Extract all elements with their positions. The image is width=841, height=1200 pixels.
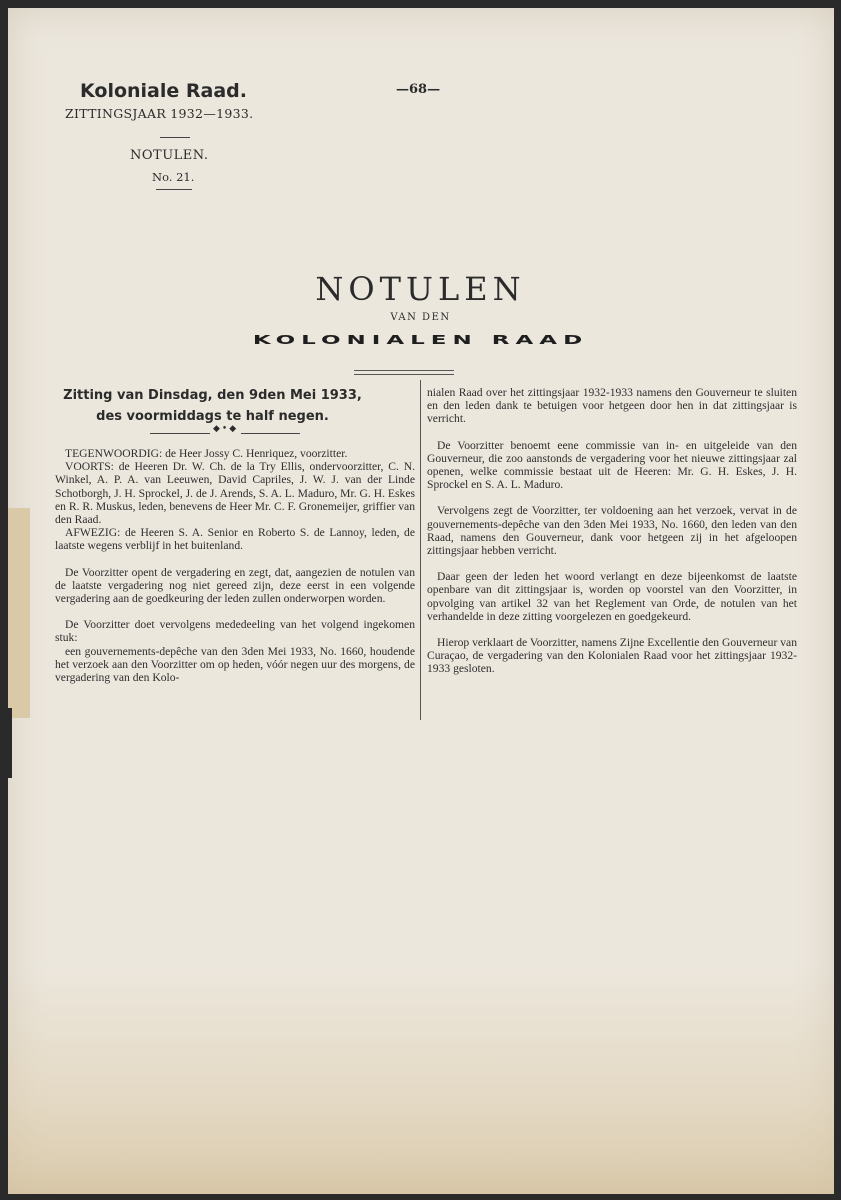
title-connector: VAN DEN <box>390 312 451 323</box>
session-heading-line1: Zitting van Dinsdag, den 9den Mei 1933, <box>63 388 362 403</box>
header-divider-2 <box>156 189 192 190</box>
attendance-others: VOORTS: de Heeren Dr. W. Ch. de la Try Ellis, ondervoorzitter, C. N. Winkel, A. P. A. van Leeuwen, David Capriles, J. W. J. van der Linde Schotborgh, J. H. Sprockel, J. de J. Arends, S. A. L. Maduro, Mr. G. H. Eskes en R. R. Muskus, leden, benevens de Heer Mr. C. F. Gronemeijer, griffier van den Raad. <box>55 460 415 527</box>
torn-edge <box>8 708 12 778</box>
attendance-present: TEGENWOORDIG: de Heer Jossy C. Henriquez, voorzitter. <box>65 447 348 460</box>
paper-stain <box>8 964 834 1194</box>
tape-stain <box>8 508 30 718</box>
paragraph-commission: De Voorzitter benoemt eene commissie van in- en uitgeleide van den Gouverneur, die zoo aanstonds de vergadering voor het nieuwe zittingsjaar zal openen, welke commissie bestaat uit de Heeren: Mr. G. H. Eskes, J. H. Sprockel en S. A. L. Maduro. <box>427 438 797 492</box>
paragraph-announcement: De Voorzitter doet vervolgens mededeeling van het volgend ingekomen stuk: <box>55 618 415 645</box>
council-title: Koloniale Raad. <box>80 80 247 102</box>
council-name-banner: KOLONIALEN RAAD <box>252 333 589 348</box>
page-number: —68— <box>396 82 441 97</box>
paragraph-minutes-approved: Daar geen der leden het woord verlangt en deze bijeenkomst de laatste openbare van dit zittingsjaar is, worden op voorstel van den Voorzitter, in opvolging van artikel 32 van het Reglement van Orde, de notulen van het verhandelde in deze zitting voorgelezen en goedgekeurd. <box>427 570 797 623</box>
session-year: ZITTINGSJAAR 1932—1933. <box>65 106 254 121</box>
paragraph-opening: De Voorzitter opent de vergadering en zegt, dat, aangezien de notulen van de laatste vergadering nog niet gereed zijn, deze eerst in een volgende vergadering aan de goedkeuring der leden zullen onderworpen worden. <box>55 565 415 606</box>
header-divider <box>160 137 190 138</box>
paragraph-closing: Hierop verklaart de Voorzitter, namens Zijne Excellentie den Gouverneur van Curaçao, de vergadering van den Kolonialen Raad voor het zittingsjaar 1932-1933 gesloten. <box>427 636 797 676</box>
column-divider <box>420 380 421 720</box>
attendance-absent: AFWEZIG: de Heeren S. A. Senior en Roberto S. de Lannoy, leden, de laatste wegens verblijf in het buitenland. <box>55 526 415 553</box>
document-title: NOTULEN <box>315 270 526 308</box>
paragraph-continuation: nialen Raad over het zittingsjaar 1932-1933 namens den Gouverneur te sluiten en den leden dank te betuigen voor hetgeen door hen in dat zittingsjaar is verricht. <box>427 386 797 426</box>
ornament-icon: ◆•◆ <box>210 424 241 434</box>
notulen-label: NOTULEN. <box>130 148 209 163</box>
right-column <box>427 386 797 676</box>
issue-number: No. 21. <box>152 170 195 184</box>
title-rule <box>354 370 454 375</box>
ornament-divider <box>150 424 300 438</box>
paragraph-thanks: Vervolgens zegt de Voorzitter, ter voldoening aan het verzoek, vervat in de gouvernements-depêche van den 3den Mei 1933, No. 1660, den leden van den Raad, namens den Gouverneur, dank voor hetgeen zij in het afgeloopen zittingsjaar hebben verricht. <box>427 504 797 558</box>
paragraph-depeche: een gouvernements-depêche van den 3den Mei 1933, No. 1660, houdende het verzoek aan den Voorzitter om op heden, vóór negen uur des morgens, de vergadering van den Kolo- <box>55 644 415 685</box>
session-heading-line2: des voormiddags te half negen. <box>96 409 329 424</box>
left-column <box>55 447 415 684</box>
